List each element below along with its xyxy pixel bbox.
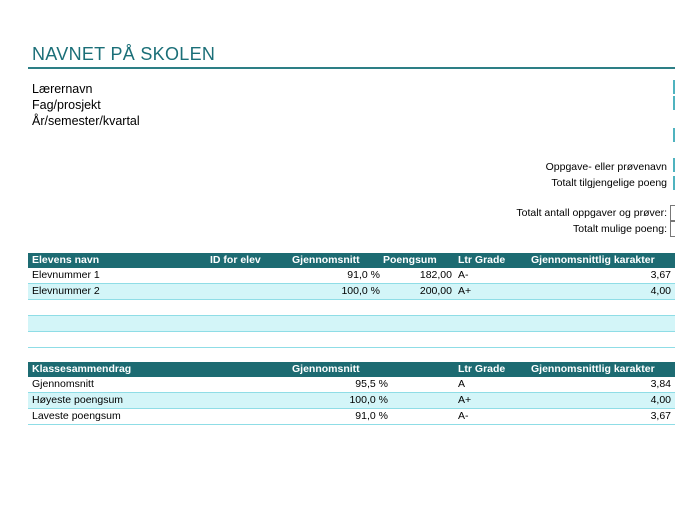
assignment-name-label: Oppgave- eller prøvenavn: [545, 161, 667, 173]
summary-name-cell[interactable]: Høyeste poengsum: [32, 394, 124, 406]
total-count-input-edge[interactable]: [670, 205, 675, 221]
summary-table: [28, 362, 675, 425]
total-possible-input-edge[interactable]: [670, 221, 675, 237]
teacher-name-cell[interactable]: Lærernavn: [32, 82, 93, 96]
header-letter-grade[interactable]: Ltr Grade: [458, 254, 506, 266]
student-name-cell[interactable]: Elevnummer 2: [32, 285, 100, 297]
summary-name-cell[interactable]: Gjennomsnitt: [32, 378, 94, 390]
table-row[interactable]: [28, 409, 675, 425]
table-row[interactable]: [28, 316, 675, 332]
score-cell[interactable]: 182,00: [419, 269, 452, 281]
avg-grade-cell[interactable]: 3,67: [650, 269, 671, 281]
table-row[interactable]: [28, 300, 675, 316]
header-avg-grade[interactable]: Gjennomsnittlig karakter: [531, 254, 655, 266]
title-divider: [28, 67, 675, 69]
student-name-cell[interactable]: Elevnummer 1: [32, 269, 100, 281]
average-cell[interactable]: 91,0 %: [355, 410, 388, 422]
summary-name-cell[interactable]: Laveste poengsum: [32, 410, 121, 422]
letter-grade-cell[interactable]: A+: [458, 394, 472, 406]
average-cell[interactable]: 95,5 %: [355, 378, 388, 390]
students-table-header: [28, 253, 675, 268]
total-count-label: Totalt antall oppgaver og prøver:: [516, 207, 667, 219]
header-average[interactable]: Gjennomsnitt: [292, 363, 360, 375]
table-row[interactable]: [28, 284, 675, 300]
score-cell[interactable]: 200,00: [419, 285, 452, 297]
students-table: [28, 253, 675, 348]
total-possible-label: Totalt mulige poeng:: [573, 223, 667, 235]
header-student-id[interactable]: ID for elev: [210, 254, 261, 266]
letter-grade-cell[interactable]: A+: [458, 285, 472, 297]
letter-grade-cell[interactable]: A-: [458, 410, 469, 422]
header-class-summary[interactable]: Klassesammendrag: [32, 363, 132, 375]
avg-grade-cell[interactable]: 4,00: [650, 394, 671, 406]
avg-grade-cell[interactable]: 3,84: [650, 378, 671, 390]
term-cell[interactable]: År/semester/kvartal: [32, 114, 140, 128]
school-name-title[interactable]: NAVNET PÅ SKOLEN: [32, 44, 216, 64]
average-cell[interactable]: 91,0 %: [347, 269, 380, 281]
avg-grade-cell[interactable]: 4,00: [650, 285, 671, 297]
table-row[interactable]: [28, 377, 675, 393]
average-cell[interactable]: 100,0 %: [349, 394, 388, 406]
table-row[interactable]: [28, 268, 675, 284]
subject-cell[interactable]: Fag/prosjekt: [32, 98, 101, 112]
table-row[interactable]: [28, 332, 675, 348]
available-points-label: Totalt tilgjengelige poeng: [551, 177, 667, 189]
avg-grade-cell[interactable]: 3,67: [650, 410, 671, 422]
header-score[interactable]: Poengsum: [383, 254, 437, 266]
header-avg-grade[interactable]: Gjennomsnittlig karakter: [531, 363, 655, 375]
header-average[interactable]: Gjennomsnitt: [292, 254, 360, 266]
letter-grade-cell[interactable]: A: [458, 378, 466, 390]
summary-table-header: [28, 362, 675, 377]
table-row[interactable]: [28, 393, 675, 409]
average-cell[interactable]: 100,0 %: [341, 285, 380, 297]
header-letter-grade[interactable]: Ltr Grade: [458, 363, 506, 375]
letter-grade-cell[interactable]: A-: [458, 269, 469, 281]
header-student-name[interactable]: Elevens navn: [32, 254, 100, 266]
